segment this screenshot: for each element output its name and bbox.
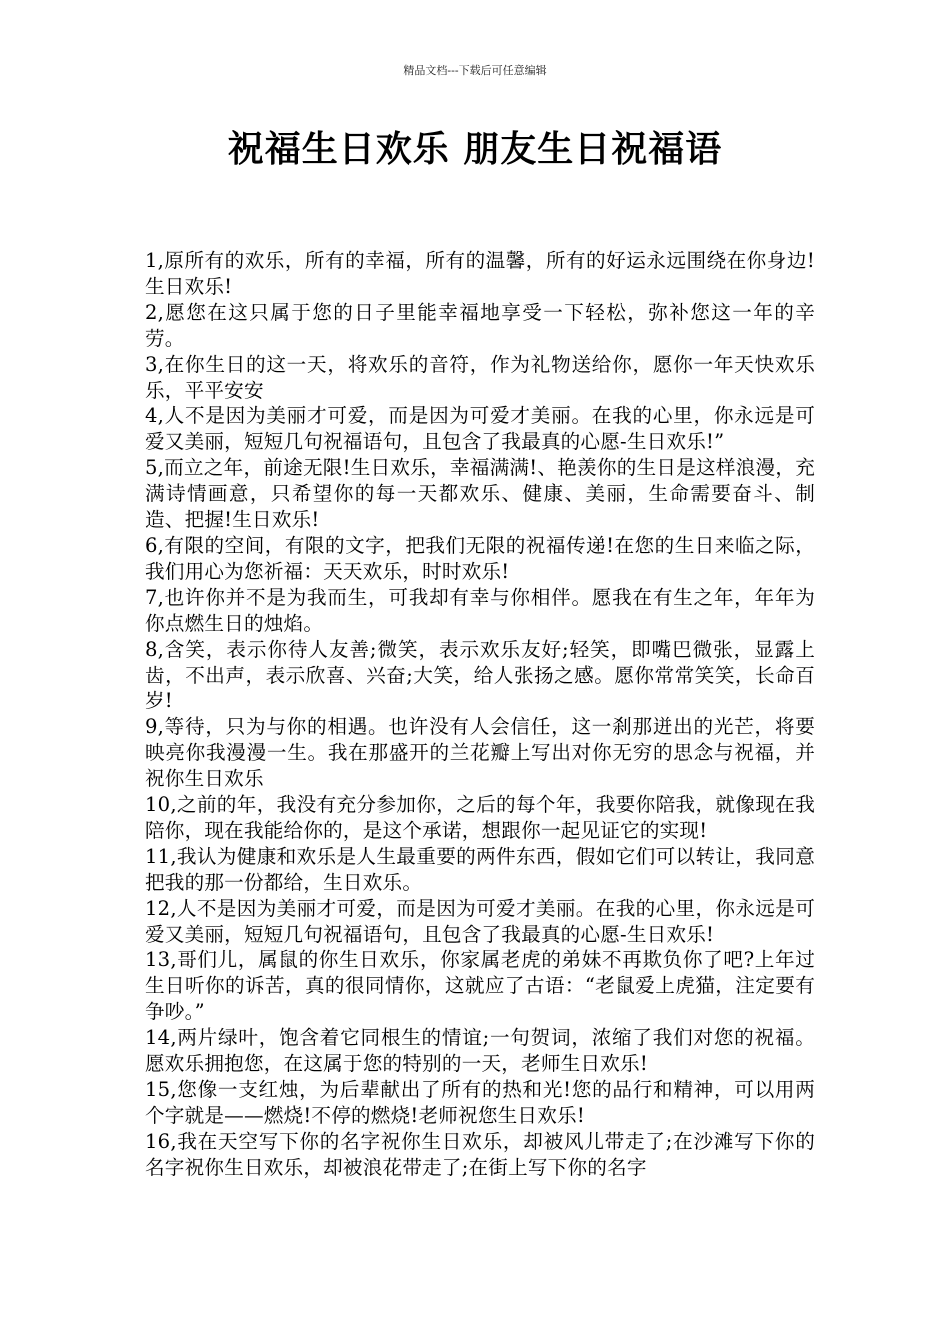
paragraph: 12,人不是因为美丽才可爱，而是因为可爱才美丽。在我的心里，你永远是可爱又美丽，短短几句祝福语句，且包含了我最真的心愿-生日欢乐!	[145, 896, 815, 946]
document-body	[145, 248, 815, 1181]
paragraph: 10,之前的年，我没有充分参加你，之后的每个年，我要你陪我，就像现在我陪你，现在我能给你的，是这个承诺，想跟你一起见证它的实现!	[145, 793, 815, 842]
paragraph: 16,我在天空写下你的名字祝你生日欢乐，却被风儿带走了;在沙滩写下你的名字祝你生日欢乐，却被浪花带走了;在街上写下你的名字	[145, 1129, 815, 1179]
paragraph: 3,在你生日的这一天，将欢乐的音符，作为礼物送给你，愿你一年天快欢乐乐，平平安安	[145, 352, 815, 402]
paragraph: 1,原所有的欢乐，所有的幸福，所有的温馨，所有的好运永远围绕在你身边!生日欢乐!	[145, 249, 815, 298]
paragraph: 6,有限的空间，有限的文字，把我们无限的祝福传递!在您的生日来临之际，我们用心为您祈福：天天欢乐，时时欢乐!	[145, 533, 815, 583]
page-header: 精品文档---下载后可任意编辑	[403, 64, 547, 77]
paragraph: 5,而立之年，前途无限!生日欢乐，幸福满满!、艳羡你的生日是这样浪漫，充满诗情画意，只希望你的每一天都欢乐、健康、美丽，生命需要奋斗、制造、把握!生日欢乐!	[145, 456, 815, 532]
paragraph: 7,也许你并不是为我而生，可我却有幸与你相伴。愿我在有生之年，年年为你点燃生日的烛焰。	[145, 585, 815, 635]
paragraph: 11,我认为健康和欢乐是人生最重要的两件东西，假如它们可以转让，我同意把我的那一份都给，生日欢乐。	[145, 844, 815, 894]
paragraph: 15,您像一支红烛，为后辈献出了所有的热和光!您的品行和精神，可以用两个字就是——燃烧!不停的燃烧!老师祝您生日欢乐!	[145, 1078, 815, 1127]
paragraph: 8,含笑，表示你待人友善;微笑，表示欢乐友好;轻笑，即嘴巴微张，显露上齿，不出声，表示欣喜、兴奋;大笑，给人张扬之感。愿你常常笑笑，长命百岁!	[145, 637, 815, 713]
paragraph: 13,哥们儿，属鼠的你生日欢乐，你家属老虎的弟妹不再欺负你了吧?上年过生日听你的诉苦，真的很同情你，这就应了古语：“老鼠爱上虎猫，注定要有争吵。”	[145, 948, 815, 1024]
paragraph: 4,人不是因为美丽才可爱，而是因为可爱才美丽。在我的心里，你永远是可爱又美丽，短短几句祝福语句，且包含了我最真的心愿-生日欢乐!”	[145, 404, 815, 454]
paragraph: 9,等待，只为与你的相遇。也许没有人会信任，这一刹那迸出的光芒，将要映亮你我漫漫一生。我在那盛开的兰花瓣上写出对你无穷的思念与祝福，并祝你生日欢乐	[145, 715, 815, 791]
paragraph: 2,愿您在这只属于您的日子里能幸福地享受一下轻松，弥补您这一年的辛劳。	[145, 300, 815, 350]
document-title: 祝福生日欢乐 朋友生日祝福语	[227, 128, 723, 170]
paragraph: 14,两片绿叶，饱含着它同根生的情谊;一句贺词，浓缩了我们对您的祝福。愿欢乐拥抱您，在这属于您的特别的一天，老师生日欢乐!	[145, 1026, 815, 1076]
